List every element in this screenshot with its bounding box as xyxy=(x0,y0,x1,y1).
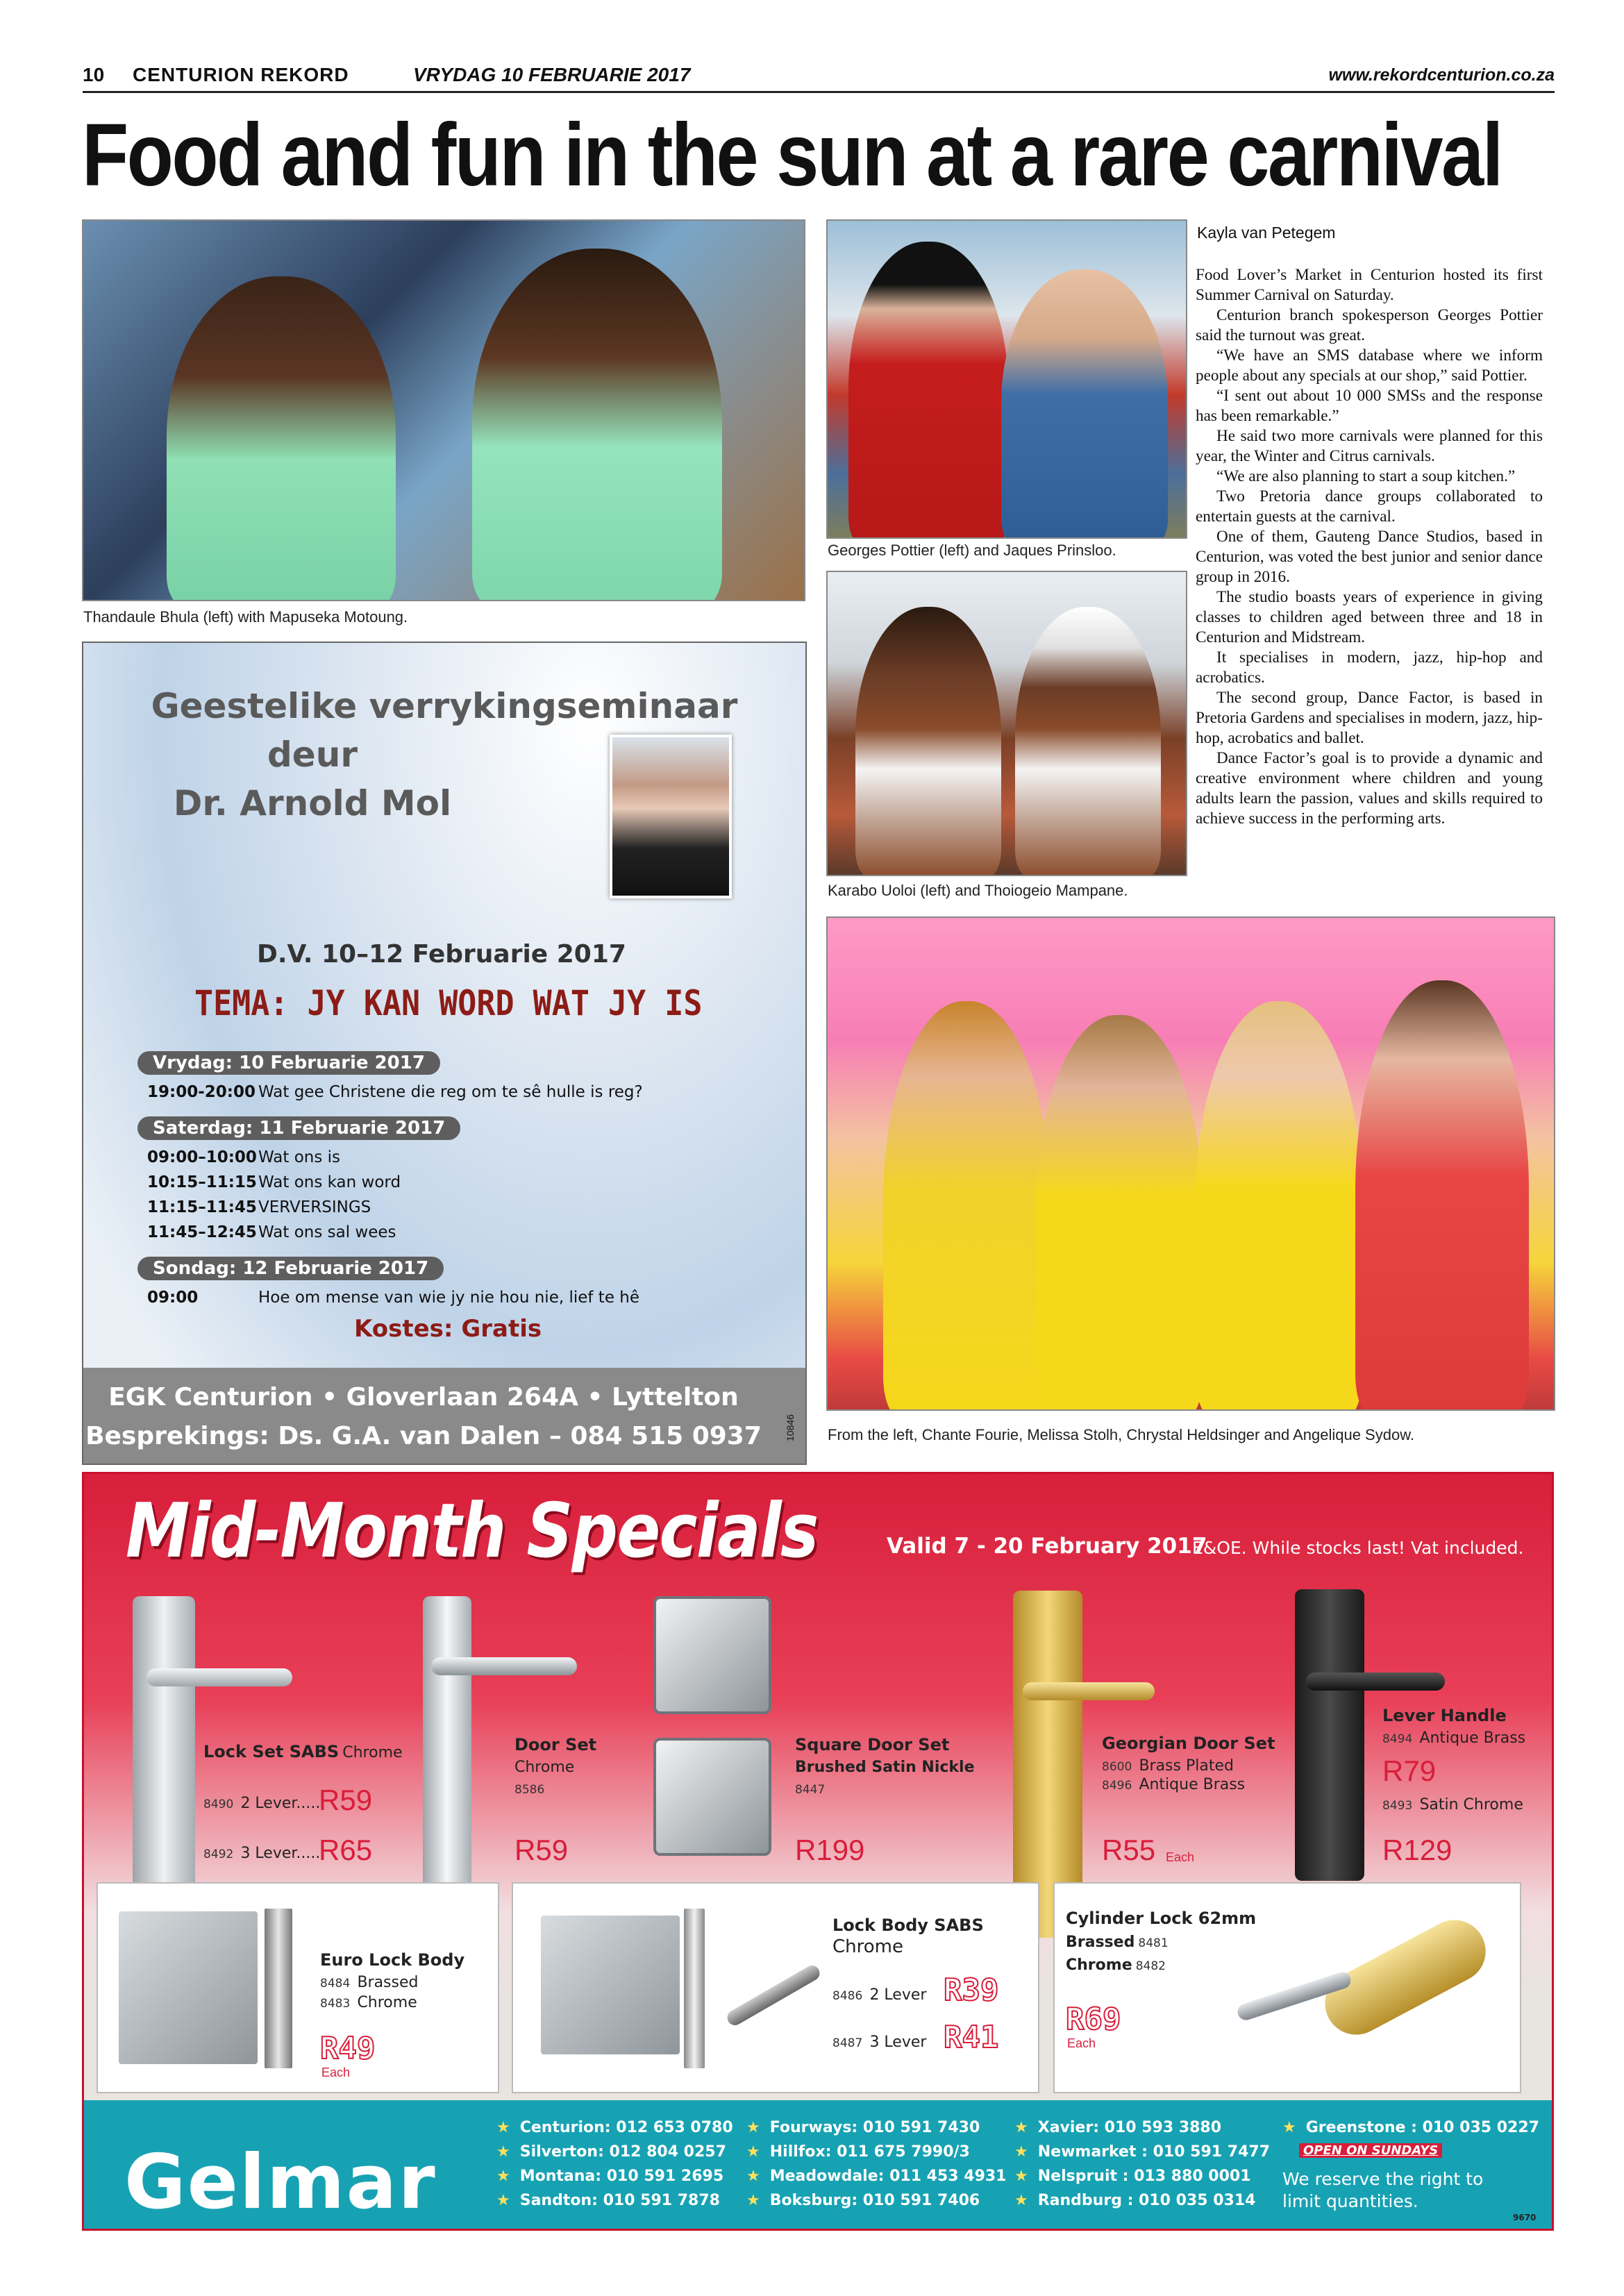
gelmar-logo: Gelmar xyxy=(124,2139,437,2226)
gelmar-advert xyxy=(82,1472,1554,2231)
lever-handle-plate-image xyxy=(1295,1589,1364,1881)
schedule-row xyxy=(147,1289,639,1307)
lockset-option-1 xyxy=(203,1795,320,1812)
georgian-each: Each xyxy=(1166,1850,1195,1864)
square-rose-image xyxy=(653,1596,771,1714)
branch-item: ★ Newmarket : 010 591 7477 xyxy=(1014,2143,1270,2161)
product-finish: Brushed Satin Nickle xyxy=(795,1759,975,1776)
product-euro-lock xyxy=(320,1950,464,2011)
issue-date: VRYDAG 10 FEBRUARIE 2017 xyxy=(413,64,691,85)
product-variant: Chrome xyxy=(1066,1956,1132,1974)
branch-item: ★ Meadowdale: 011 453 4931 xyxy=(746,2168,1007,2185)
schedule-row xyxy=(147,1198,371,1216)
product-georgian-doorset xyxy=(1102,1734,1275,1793)
product-variant: Brass Plated xyxy=(1139,1757,1234,1775)
gelmar-ad-code: 9670 xyxy=(1513,2213,1537,2222)
article-byline: Kayla van Petegem xyxy=(1197,224,1336,242)
product-finish: Chrome xyxy=(342,1744,403,1761)
schedule-time: 19:00-20:00 xyxy=(147,1083,256,1101)
paper-name: CENTURION REKORD xyxy=(133,64,349,85)
specials-title: Mid-Month Specials xyxy=(126,1488,818,1575)
product-code: 8482 xyxy=(1135,1959,1166,1973)
product-variant: 3 Lever xyxy=(869,2034,927,2051)
doorset-lever-image xyxy=(431,1657,577,1675)
product-code: 8447 xyxy=(795,1783,826,1797)
lock-body-image xyxy=(541,1916,680,2054)
product-code: 8490 xyxy=(203,1798,234,1811)
schedule-topic: Wat ons kan word xyxy=(258,1173,401,1191)
product-code: 8600 xyxy=(1102,1760,1132,1774)
reserve-notice: We reserve the right to limit quantities. xyxy=(1282,2169,1484,2211)
seminar-dates: D.V. 10–12 Februarie 2017 xyxy=(257,940,626,969)
lever-option-2 xyxy=(1382,1796,1523,1813)
product-code: 8484 xyxy=(320,1977,351,1991)
lever-price-2: R129 xyxy=(1382,1834,1453,1866)
product-variant: Chrome xyxy=(357,1994,417,2011)
branch-item: ★ Boksburg: 010 591 7406 xyxy=(746,2192,980,2209)
branch-item: ★ Greenstone : 010 035 0227 xyxy=(1282,2119,1539,2136)
lock-body-box xyxy=(512,1882,1039,2093)
product-variant: Antique Brass xyxy=(1419,1729,1526,1747)
day-label-sunday: Sondag: 12 Februarie 2017 xyxy=(137,1257,444,1280)
schedule-topic: Wat ons is xyxy=(258,1148,341,1166)
euro-lock-image xyxy=(119,1911,258,2064)
product-variant: Brassed xyxy=(357,1974,419,1991)
branch-item: ★ Sandton: 010 591 7878 xyxy=(496,2192,720,2209)
article-paragraph: The studio boasts years of experience in giving classes to children aged between three and 18 in Centurion and Midstream. xyxy=(1196,588,1543,646)
branch-item: ★ Fourways: 010 591 7430 xyxy=(746,2119,980,2136)
lockset-lever-image xyxy=(147,1668,292,1686)
seminar-footer xyxy=(83,1368,807,1465)
product-name: Cylinder Lock 62mm xyxy=(1066,1909,1257,1928)
article-paragraph: “We are also planning to start a soup kitchen.” xyxy=(1216,467,1516,485)
georgian-price: R55 xyxy=(1102,1834,1156,1866)
cylinder-price: R69 xyxy=(1066,2002,1121,2037)
article-paragraph: The second group, Dance Factor, is based in Pretoria Gardens and specialises in modern, jazz, hip-hop, acrobatics and ballet. xyxy=(1196,689,1543,747)
product-doorset xyxy=(514,1735,596,1797)
product-name: Square Door Set xyxy=(795,1735,950,1754)
product-name: Euro Lock Body xyxy=(320,1950,465,1970)
lever-price-1: R79 xyxy=(1382,1754,1437,1787)
product-name: Lock Set SABS xyxy=(203,1742,340,1761)
disclaimer: E&OE. While stocks last! Vat included. xyxy=(1192,1538,1524,1558)
schedule-topic: Wat ons sal wees xyxy=(258,1223,396,1241)
seminar-speaker: Dr. Arnold Mol xyxy=(173,783,452,823)
website-link[interactable]: www.rekordcenturion.co.za xyxy=(1328,65,1555,85)
article-body xyxy=(1196,265,1543,829)
article-paragraph: He said two more carnivals were planned for this year, the Winter and Citrus carnivals. xyxy=(1196,427,1543,465)
seminar-ad-code: 10846 xyxy=(785,1414,796,1441)
euro-each: Each xyxy=(321,2065,351,2079)
product-code: 8481 xyxy=(1138,1936,1169,1950)
branch-list-3 xyxy=(1014,2115,1270,2213)
euro-price: R49 xyxy=(320,2031,376,2066)
lock-faceplate-image xyxy=(684,1909,705,2068)
photo2-caption: Georges Pottier (left) and Jaques Prinsloo. xyxy=(828,542,1116,559)
branch-list-2 xyxy=(746,2115,1007,2213)
lock-body-price-2: R41 xyxy=(944,2020,999,2055)
day-label-saturday: Saterdag: 11 Februarie 2017 xyxy=(137,1116,460,1140)
square-escutcheon-image xyxy=(653,1738,771,1856)
photo1-caption: Thandaule Bhula (left) with Mapuseka Motoung. xyxy=(83,608,408,626)
branch-item: ★ Centurion: 012 653 0780 xyxy=(496,2119,733,2136)
product-name: Lock Body SABS xyxy=(832,1916,984,1935)
doorset-price: R59 xyxy=(514,1834,569,1866)
square-doorset-price: R199 xyxy=(795,1834,865,1866)
branch-item: ★ Nelspruit : 013 880 0001 xyxy=(1014,2168,1251,2185)
product-variant: 2 Lever..... xyxy=(240,1795,321,1812)
article-paragraph: Two Pretoria dance groups collaborated to entertain guests at the carnival. xyxy=(1196,487,1543,526)
schedule-time: 09:00–10:00 xyxy=(147,1148,257,1166)
seminar-cost: Kostes: Gratis xyxy=(354,1315,542,1343)
product-lockset xyxy=(203,1742,403,1761)
article-paragraph: One of them, Gauteng Dance Studios, based in Centurion, was voted the best junior and senior dance group in 2016. xyxy=(1196,528,1543,586)
product-code: 8487 xyxy=(832,2036,863,2050)
photo-two-men xyxy=(826,219,1187,539)
seminar-bookings: Besprekings: Ds. G.A. van Dalen – 084 515 0937 xyxy=(85,1422,762,1450)
schedule-row xyxy=(147,1173,401,1191)
schedule-time: 11:15–11:45 xyxy=(147,1198,257,1216)
seminar-advert xyxy=(82,642,807,1465)
seminar-theme: TEMA: JY KAN WORD WAT JY IS xyxy=(194,983,703,1023)
open-sundays-badge: OPEN ON SUNDAYS xyxy=(1299,2143,1442,2158)
speaker-portrait xyxy=(610,735,732,898)
product-code: 8483 xyxy=(320,1997,351,2011)
product-code: 8486 xyxy=(832,1989,863,2003)
product-code: 8494 xyxy=(1382,1732,1413,1746)
product-code: 8496 xyxy=(1102,1779,1132,1793)
day-label-friday: Vrydag: 10 Februarie 2017 xyxy=(137,1051,440,1075)
keys-image xyxy=(725,1963,823,2028)
product-lock-body xyxy=(832,1916,984,1957)
product-code: 8493 xyxy=(1382,1799,1413,1813)
lock-body-price-1: R39 xyxy=(944,1972,999,2008)
article-paragraph: Food Lover’s Market in Centurion hosted its first Summer Carnival on Saturday. xyxy=(1196,266,1543,304)
product-name: Lever Handle xyxy=(1382,1706,1507,1725)
product-variant: Satin Chrome xyxy=(1419,1796,1523,1813)
lever-handle-lever-image xyxy=(1306,1673,1445,1691)
seminar-venue: EGK Centurion • Gloverlaan 264A • Lyttelton xyxy=(108,1383,739,1411)
headline: Food and fun in the sun at a rare carnival xyxy=(82,106,1502,205)
branch-item: ★ Silverton: 012 804 0257 xyxy=(496,2143,726,2161)
cylinder-each: Each xyxy=(1067,2036,1096,2050)
photo-four-dancers xyxy=(826,916,1555,1411)
page-number: 10 xyxy=(83,64,105,85)
cylinder-lock-box xyxy=(1053,1882,1521,2093)
gelmar-footer xyxy=(84,2100,1554,2231)
branch-list-1 xyxy=(496,2115,733,2213)
schedule-row xyxy=(147,1148,340,1166)
product-code: 8586 xyxy=(514,1783,545,1797)
product-variant: Brassed xyxy=(1066,1934,1135,1951)
schedule-time: 10:15–11:15 xyxy=(147,1173,257,1191)
seminar-title: Geestelike verrykingseminaar xyxy=(151,686,738,726)
lockset-option-2 xyxy=(203,1845,320,1862)
product-finish: Chrome xyxy=(514,1759,575,1776)
product-cylinder-lock xyxy=(1066,1909,1256,1974)
photo-two-girls xyxy=(82,219,805,601)
schedule-topic: Hoe om mense van wie jy nie hou nie, lief te hê xyxy=(258,1289,640,1307)
seminar-title-deur: deur xyxy=(267,735,358,775)
branch-list-4 xyxy=(1282,2115,1539,2140)
photo4-caption: From the left, Chante Fourie, Melissa Stolh, Chrystal Heldsinger and Angelique Sydow. xyxy=(828,1426,1414,1443)
schedule-topic: Wat gee Christene die reg om te sê hulle is reg? xyxy=(258,1083,643,1101)
lock-body-option-2 xyxy=(832,2034,926,2051)
product-lever-handle xyxy=(1382,1706,1525,1747)
photo-two-girls-cow-costume xyxy=(826,571,1187,876)
lock-body-option-1 xyxy=(832,1986,926,2004)
branch-item: ★ Xavier: 010 593 3880 xyxy=(1014,2119,1222,2136)
product-code: 8492 xyxy=(203,1847,234,1861)
valid-dates: Valid 7 - 20 February 2017 xyxy=(887,1534,1207,1559)
masthead xyxy=(83,61,1555,93)
branch-item: ★ Randburg : 010 035 0314 xyxy=(1014,2192,1256,2209)
article-paragraph: “We have an SMS database where we inform people about any specials at our shop,” said Pottier. xyxy=(1196,346,1543,385)
lockset-price-2: R65 xyxy=(319,1834,373,1866)
lockset-price-1: R59 xyxy=(319,1784,373,1816)
photo3-caption: Karabo Uoloi (left) and Thoiogeio Mampane. xyxy=(828,882,1128,899)
schedule-time: 11:45–12:45 xyxy=(147,1223,257,1241)
article-paragraph: Dance Factor’s goal is to provide a dynamic and creative environment where children and young adults learn the passion, values and skills required to achieve success in the performing arts. xyxy=(1196,749,1543,828)
euro-faceplate-image xyxy=(265,1909,292,2068)
schedule-row xyxy=(147,1083,643,1101)
schedule-time: 09:00 xyxy=(147,1289,199,1307)
product-variant: Antique Brass xyxy=(1139,1776,1246,1793)
product-variant: 2 Lever xyxy=(869,1986,927,2004)
product-finish: Chrome xyxy=(832,1936,903,1957)
euro-lock-box xyxy=(97,1882,499,2093)
product-square-doorset xyxy=(795,1735,975,1797)
product-name: Georgian Door Set xyxy=(1102,1734,1275,1753)
schedule-row xyxy=(147,1223,396,1241)
product-variant: 3 Lever..... xyxy=(240,1845,321,1862)
branch-item: ★ Hillfox: 011 675 7990/3 xyxy=(746,2143,970,2161)
article-paragraph: “I sent out about 10 000 SMSs and the response has been remarkable.” xyxy=(1196,387,1543,425)
schedule-topic: VERVERSINGS xyxy=(258,1198,371,1216)
article-paragraph: It specialises in modern, jazz, hip-hop and acrobatics. xyxy=(1196,648,1543,687)
product-name: Door Set xyxy=(514,1735,597,1754)
georgian-lever-image xyxy=(1023,1682,1155,1700)
article-paragraph: Centurion branch spokesperson Georges Pottier said the turnout was great. xyxy=(1196,306,1543,344)
branch-item: ★ Montana: 010 591 2695 xyxy=(496,2168,724,2185)
